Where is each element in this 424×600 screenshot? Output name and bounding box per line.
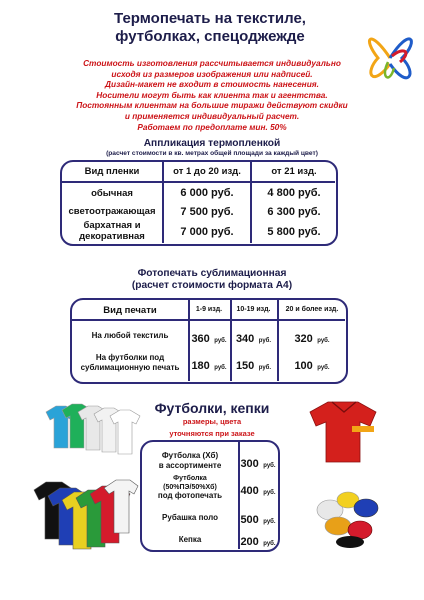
film-row-name xyxy=(62,220,162,242)
sub-header-qty3: 20 и более изд. xyxy=(285,306,339,313)
intro-text xyxy=(30,58,394,132)
film-row-price-1: 7 000 руб. xyxy=(180,226,234,238)
sub-row-name-line: На футболки под xyxy=(95,353,165,362)
shirts-section-subtitle-1: размеры, цвета xyxy=(182,417,242,426)
shirt-row-price xyxy=(238,481,278,499)
film-row-price-2: 6 300 руб. xyxy=(267,206,321,218)
sub-row-name-line: сублимационную печать xyxy=(80,363,180,372)
film-header-qty2: от 21 изд. xyxy=(271,166,317,177)
film-section-title: Аппликация термопленкой xyxy=(143,138,281,149)
shirt-row-name-line: Футболка (Хб) xyxy=(161,451,219,460)
price-value: 400 xyxy=(240,485,259,497)
film-row-price-2: 5 800 руб. xyxy=(267,226,321,238)
shirt-row-price xyxy=(238,532,278,550)
film-row-price-1: 6 000 руб. xyxy=(180,187,234,199)
price-value: 300 xyxy=(240,458,259,470)
sub-header-qty1: 1-9 изд. xyxy=(195,306,223,313)
film-price-table xyxy=(60,160,338,246)
page-title-line-2: футболках, спецоджежде xyxy=(115,28,305,45)
film-row-name: светоотражающая xyxy=(68,206,156,217)
shirt-row-name: Кепка xyxy=(178,535,202,544)
film-header-qty1: от 1 до 20 изд. xyxy=(173,166,241,177)
intro-line: Стоимость изготовления рассчитывается индивидуально xyxy=(83,58,341,68)
film-row-price-2: 4 800 руб. xyxy=(267,187,321,199)
intro-line: и применяется индивидуальный расчет. xyxy=(124,110,300,121)
film-row-name: обычная xyxy=(91,188,133,199)
shirts-section-title: Футболки, кепки xyxy=(154,400,270,416)
currency: руб. xyxy=(263,490,276,496)
shirt-row-name-line: (50%ПЭ/50%Хб) xyxy=(163,483,217,491)
sub-row-name: На любой текстиль xyxy=(91,331,169,340)
sub-row-price xyxy=(188,329,230,347)
shirt-row-name: Рубашка поло xyxy=(162,513,218,522)
price-value: 340 xyxy=(235,333,255,345)
sublimation-price-table xyxy=(70,298,348,384)
sub-row-price xyxy=(277,329,347,347)
price-value: 320 xyxy=(294,333,313,345)
currency: руб. xyxy=(258,365,272,371)
shirts-section-subtitle-2: уточняются при заказе xyxy=(169,429,255,438)
sub-row-name xyxy=(72,353,188,373)
price-value: 180 xyxy=(191,360,210,372)
film-row-price-1: 7 500 руб. xyxy=(180,206,234,218)
sub-row-price xyxy=(230,356,277,374)
currency: руб. xyxy=(317,338,330,344)
caps-image xyxy=(308,480,384,550)
divider xyxy=(62,181,335,183)
intro-line: Носители могут быть как клиента так и агентства. xyxy=(96,89,328,100)
currency: руб. xyxy=(263,463,276,469)
intro-line: Постоянным клиентам на большие тиражи действуют скидки xyxy=(76,100,348,111)
intro-line: Работаем по предоплате мин. 50% xyxy=(137,121,287,132)
sublimation-section-subtitle: (расчет стоимости формата А4) xyxy=(131,280,293,291)
currency: руб. xyxy=(258,338,272,344)
shirt-row-name xyxy=(142,475,238,501)
currency: руб. xyxy=(263,519,276,525)
divider xyxy=(72,319,345,321)
currency: руб. xyxy=(263,541,276,547)
intro-line: исходя из размеров изображения или надписей. xyxy=(111,68,313,79)
colored-tshirts-image xyxy=(30,474,140,558)
price-value: 500 xyxy=(240,514,259,526)
shirt-row-name-line: Футболка xyxy=(173,475,207,482)
intro-line: Дизайн-макет не входит в стоимость нанесения. xyxy=(105,79,319,90)
currency: руб. xyxy=(317,365,330,371)
sub-row-price xyxy=(230,329,277,347)
film-row-name-line: декоративная xyxy=(79,231,145,242)
shirts-price-table xyxy=(140,440,280,552)
currency: руб. xyxy=(214,338,227,344)
film-row-name-line: бархатная и xyxy=(83,220,141,231)
price-value: 360 xyxy=(191,333,210,345)
sub-header-qty2: 10-19 изд. xyxy=(236,306,271,313)
currency: руб. xyxy=(214,365,227,371)
sub-row-price xyxy=(188,356,230,374)
price-value: 150 xyxy=(235,360,255,372)
price-value: 100 xyxy=(294,360,313,372)
shirt-row-name xyxy=(142,451,238,471)
film-section-subtitle: (расчет стоимости в кв. метрах общей площади за каждый цвет) xyxy=(106,150,318,157)
price-value: 200 xyxy=(240,536,259,548)
sub-header-type: Вид печати xyxy=(103,305,157,316)
sublimation-section-title: Фотопечать сублимационная xyxy=(137,268,287,279)
shirt-row-price xyxy=(238,510,278,528)
film-header-type: Вид пленки xyxy=(84,166,140,177)
shirt-row-name-line: под фотопечать xyxy=(157,491,223,500)
page-title-line-1: Термопечать на текстиле, xyxy=(114,10,306,27)
shirt-row-name-line: в ассортименте xyxy=(158,461,222,470)
shirt-row-price xyxy=(238,454,278,472)
sub-row-price xyxy=(277,356,347,374)
